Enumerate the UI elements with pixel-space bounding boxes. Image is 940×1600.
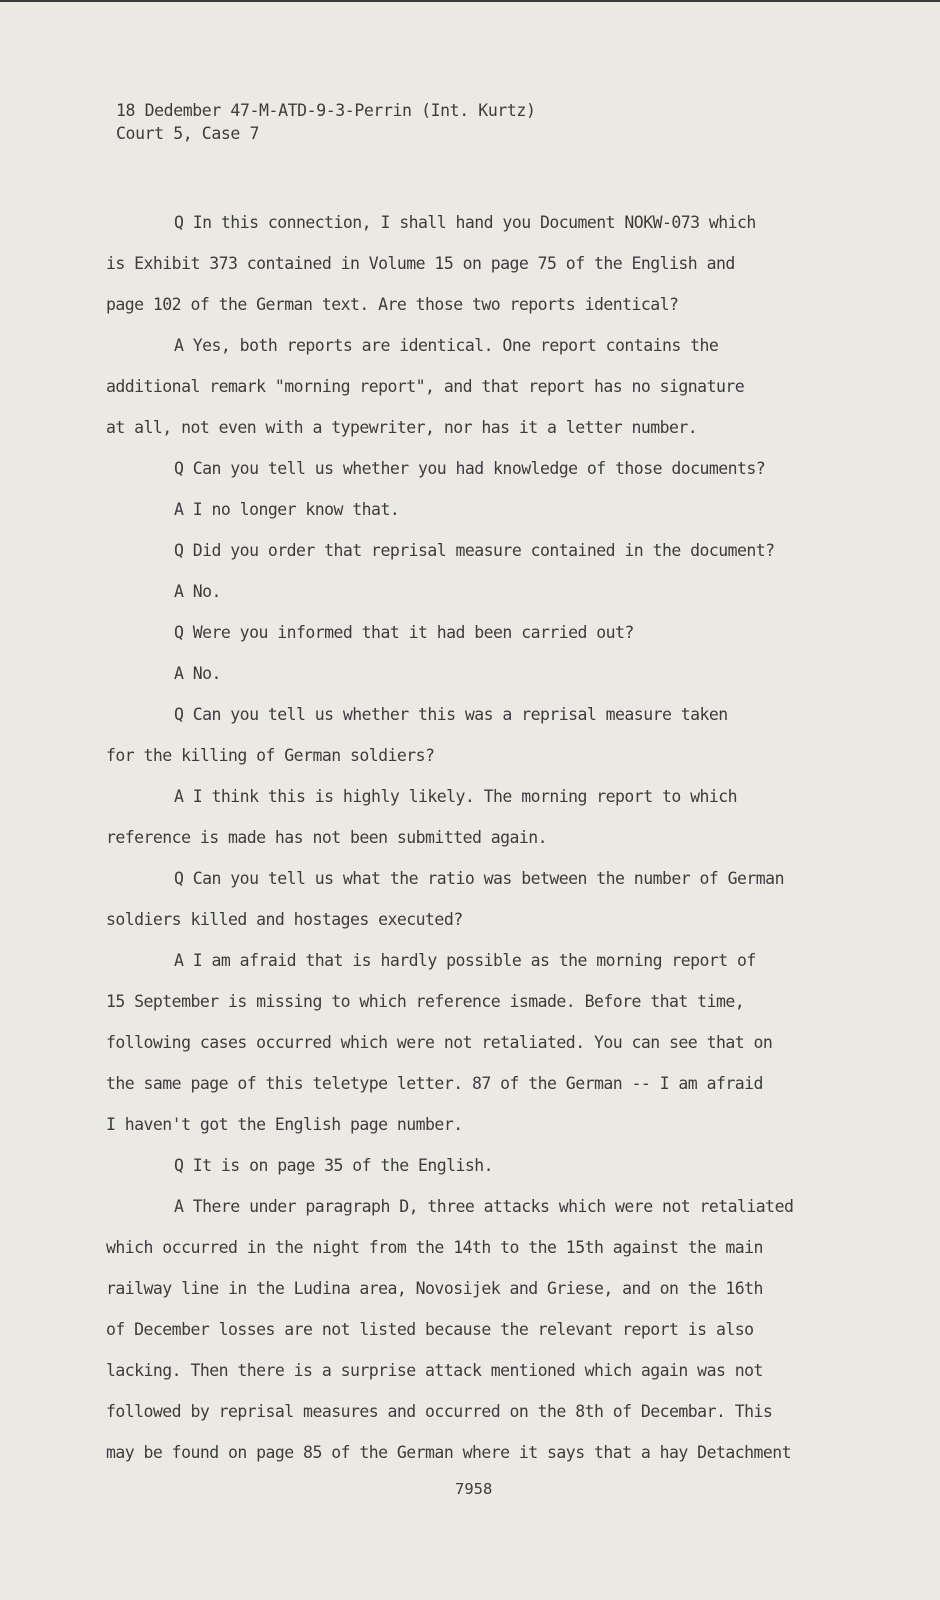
header-date-line: 18 Dedember 47-M-ATD-9-3-Perrin (Int. Kurtz) <box>116 101 536 120</box>
transcript-line: followed by reprisal measures and occurred on the 8th of Decembar. This <box>106 1402 773 1421</box>
transcript-line: Q Can you tell us whether you had knowledge of those documents? <box>174 459 766 478</box>
document-header <box>116 99 536 145</box>
transcript-line: at all, not even with a typewriter, nor has it a letter number. <box>106 418 698 437</box>
transcript-line: following cases occurred which were not retaliated. You can see that on <box>106 1033 773 1052</box>
transcript-line: A Yes, both reports are identical. One report contains the <box>174 336 719 355</box>
transcript-line: for the killing of German soldiers? <box>106 746 435 765</box>
transcript-line: A I am afraid that is hardly possible as the morning report of <box>174 951 756 970</box>
transcript-line: Q In this connection, I shall hand you Document NOKW-073 which <box>174 213 756 232</box>
transcript-line: the same page of this teletype letter. 87 of the German -- I am afraid <box>106 1074 763 1093</box>
transcript-line: A I no longer know that. <box>174 500 400 519</box>
transcript-line: Q Were you informed that it had been carried out? <box>174 623 634 642</box>
header-court-line: Court 5, Case 7 <box>116 124 260 143</box>
transcript-line: A No. <box>174 664 221 683</box>
transcript-line: A I think this is highly likely. The morning report to which <box>174 787 738 806</box>
transcript-line: lacking. Then there is a surprise attack mentioned which again was not <box>106 1361 763 1380</box>
transcript-body <box>106 202 866 1473</box>
transcript-line: A There under paragraph D, three attacks which were not retaliated <box>174 1197 794 1216</box>
transcript-line: railway line in the Ludina area, Novosijek and Griese, and on the 16th <box>106 1279 763 1298</box>
transcript-line: reference is made has not been submitted again. <box>106 828 548 847</box>
transcript-line: Q Can you tell us what the ratio was between the number of German <box>174 869 784 888</box>
transcript-line: is Exhibit 373 contained in Volume 15 on page 75 of the English and <box>106 254 735 273</box>
transcript-line: I haven't got the English page number. <box>106 1115 463 1134</box>
transcript-line: may be found on page 85 of the German where it says that a hay Detachment <box>106 1443 792 1462</box>
transcript-line: A No. <box>174 582 221 601</box>
page-number: 7958 <box>455 1480 493 1498</box>
transcript-line: Q Did you order that reprisal measure contained in the document? <box>174 541 775 560</box>
transcript-line: which occurred in the night from the 14th to the 15th against the main <box>106 1238 763 1257</box>
transcript-line: additional remark "morning report", and that report has no signature <box>106 377 745 396</box>
transcript-line: of December losses are not listed because the relevant report is also <box>106 1320 754 1339</box>
transcript-line: page 102 of the German text. Are those two reports identical? <box>106 295 679 314</box>
transcript-line: Q Can you tell us whether this was a reprisal measure taken <box>174 705 728 724</box>
transcript-line: Q It is on page 35 of the English. <box>174 1156 494 1175</box>
transcript-line: 15 September is missing to which reference ismade. Before that time, <box>106 992 745 1011</box>
transcript-line: soldiers killed and hostages executed? <box>106 910 463 929</box>
